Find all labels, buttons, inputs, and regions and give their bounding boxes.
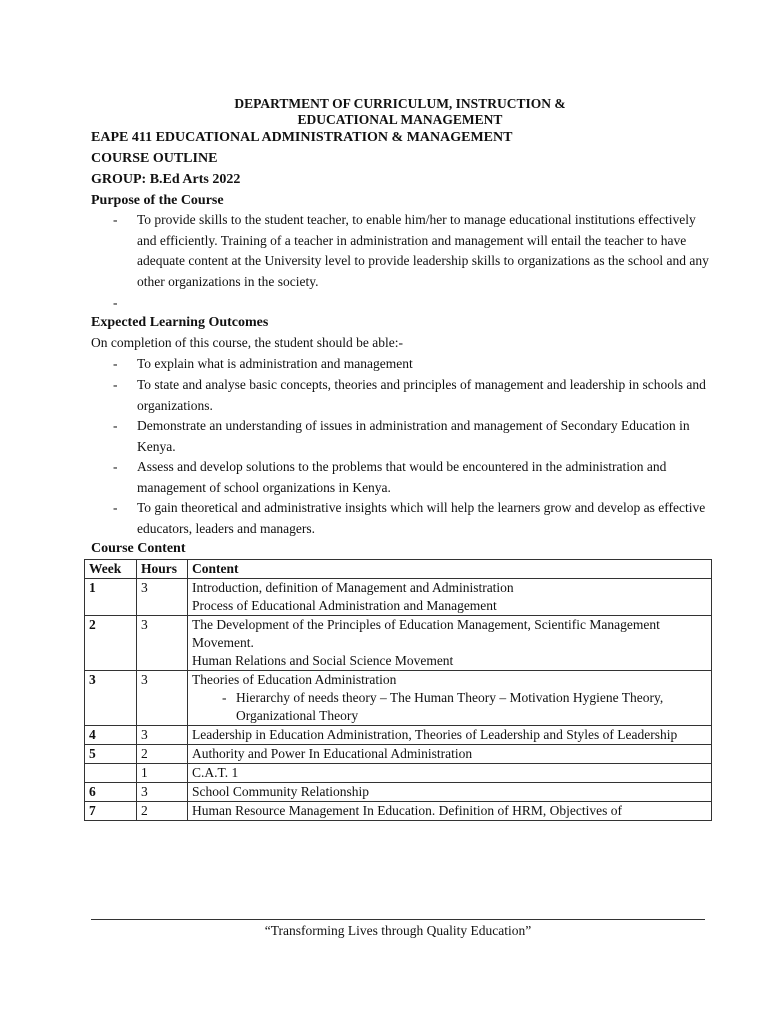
department-heading-line1: DEPARTMENT OF CURRICULUM, INSTRUCTION & bbox=[234, 96, 566, 111]
table-row bbox=[85, 616, 712, 671]
bullet-dash: - bbox=[113, 500, 118, 515]
bullet-dash: - bbox=[113, 459, 118, 474]
table-row bbox=[85, 802, 712, 821]
outcome-text: To gain theoretical and administrative insights which will help the learners grow and develop as effective educators, leaders and managers. bbox=[137, 500, 706, 536]
week-cell bbox=[85, 764, 137, 783]
content-line: Leadership in Education Administration, Theories of Leadership and Styles of Leadership bbox=[192, 727, 678, 742]
hours-cell: 2 bbox=[137, 745, 188, 764]
outcome-item bbox=[113, 457, 713, 498]
bullet-dash: - bbox=[113, 377, 118, 392]
week-cell: 4 bbox=[85, 726, 137, 745]
outcome-item bbox=[113, 354, 713, 375]
column-header-hours: Hours bbox=[137, 560, 188, 579]
outcomes-intro: On completion of this course, the student should be able:- bbox=[91, 335, 403, 350]
content-line: Theories of Education Administration bbox=[192, 672, 397, 687]
footer-motto: “Transforming Lives through Quality Education” bbox=[264, 923, 532, 938]
outcome-item bbox=[113, 416, 713, 457]
bullet-dash: - bbox=[113, 356, 118, 371]
hours-cell: 1 bbox=[137, 764, 188, 783]
outcome-text: Demonstrate an understanding of issues in administration and management of Secondary Education in Kenya. bbox=[137, 418, 690, 454]
content-cell bbox=[188, 726, 712, 745]
content-cell bbox=[188, 764, 712, 783]
table-row bbox=[85, 745, 712, 764]
purpose-text: To provide skills to the student teacher, to enable him/her to manage educational institutions effectively and efficiently. Training of a teacher in administration and management will entail the teacher to have adequate content at the University level to provide leadership skills to organizations as the school and any other organizations in the society. bbox=[137, 212, 709, 289]
content-line: School Community Relationship bbox=[192, 784, 370, 799]
bullet-dash: - bbox=[113, 212, 118, 227]
outcome-text: Assess and develop solutions to the problems that would be encountered in the administration and management of school organizations in Kenya. bbox=[137, 459, 667, 495]
hours-cell: 3 bbox=[137, 579, 188, 616]
week-cell: 6 bbox=[85, 783, 137, 802]
table-row bbox=[85, 579, 712, 616]
content-cell bbox=[188, 616, 712, 671]
bullet-dash: - bbox=[222, 690, 227, 705]
content-line: C.A.T. 1 bbox=[192, 765, 239, 780]
bullet-dash: - bbox=[113, 418, 118, 433]
outcome-text: To explain what is administration and management bbox=[137, 356, 413, 371]
course-content-table bbox=[84, 559, 712, 821]
footer-divider bbox=[91, 919, 705, 920]
content-line: Human Relations and Social Science Movement bbox=[192, 653, 454, 668]
table-row bbox=[85, 764, 712, 783]
course-outline-label: COURSE OUTLINE bbox=[91, 151, 218, 166]
outcomes-heading: Expected Learning Outcomes bbox=[91, 315, 269, 330]
course-code-title: EAPE 411 EDUCATIONAL ADMINISTRATION & MANAGEMENT bbox=[91, 130, 513, 145]
bullet-dash: - bbox=[113, 295, 118, 310]
table-row bbox=[85, 726, 712, 745]
content-cell bbox=[188, 802, 712, 821]
content-line: Introduction, definition of Management and Administration bbox=[192, 580, 514, 595]
department-heading-line2: EDUCATIONAL MANAGEMENT bbox=[297, 112, 503, 127]
purpose-bullet bbox=[113, 210, 713, 292]
column-header-week: Week bbox=[85, 560, 137, 579]
table-row bbox=[85, 783, 712, 802]
hours-cell: 3 bbox=[137, 783, 188, 802]
week-cell: 5 bbox=[85, 745, 137, 764]
week-cell: 7 bbox=[85, 802, 137, 821]
course-content-heading: Course Content bbox=[91, 541, 186, 556]
week-cell: 2 bbox=[85, 616, 137, 671]
outcome-item bbox=[113, 498, 713, 539]
week-cell: 3 bbox=[85, 671, 137, 726]
purpose-heading: Purpose of the Course bbox=[91, 193, 224, 208]
outcome-text: To state and analyse basic concepts, theories and principles of management and leadership in schools and organizations. bbox=[137, 377, 706, 413]
column-header-content: Content bbox=[188, 560, 712, 579]
hours-cell: 3 bbox=[137, 726, 188, 745]
content-cell bbox=[188, 783, 712, 802]
content-cell bbox=[188, 671, 712, 726]
content-cell bbox=[188, 579, 712, 616]
content-line: The Development of the Principles of Education Management, Scientific Management Movement. bbox=[192, 617, 660, 650]
sub-list-item bbox=[192, 689, 707, 725]
content-cell bbox=[188, 745, 712, 764]
group-label: GROUP: B.Ed Arts 2022 bbox=[91, 172, 241, 187]
sub-item-text: Hierarchy of needs theory – The Human Theory – Motivation Hygiene Theory, Organizational Theory bbox=[236, 690, 664, 723]
content-line: Authority and Power In Educational Administration bbox=[192, 746, 473, 761]
outcome-item bbox=[113, 375, 713, 416]
table-row bbox=[85, 671, 712, 726]
content-line: Process of Educational Administration and Management bbox=[192, 598, 497, 613]
hours-cell: 2 bbox=[137, 802, 188, 821]
table-header-row bbox=[85, 560, 712, 579]
content-line: Human Resource Management In Education. Definition of HRM, Objectives of bbox=[192, 803, 623, 818]
week-cell: 1 bbox=[85, 579, 137, 616]
hours-cell: 3 bbox=[137, 671, 188, 726]
hours-cell: 3 bbox=[137, 616, 188, 671]
